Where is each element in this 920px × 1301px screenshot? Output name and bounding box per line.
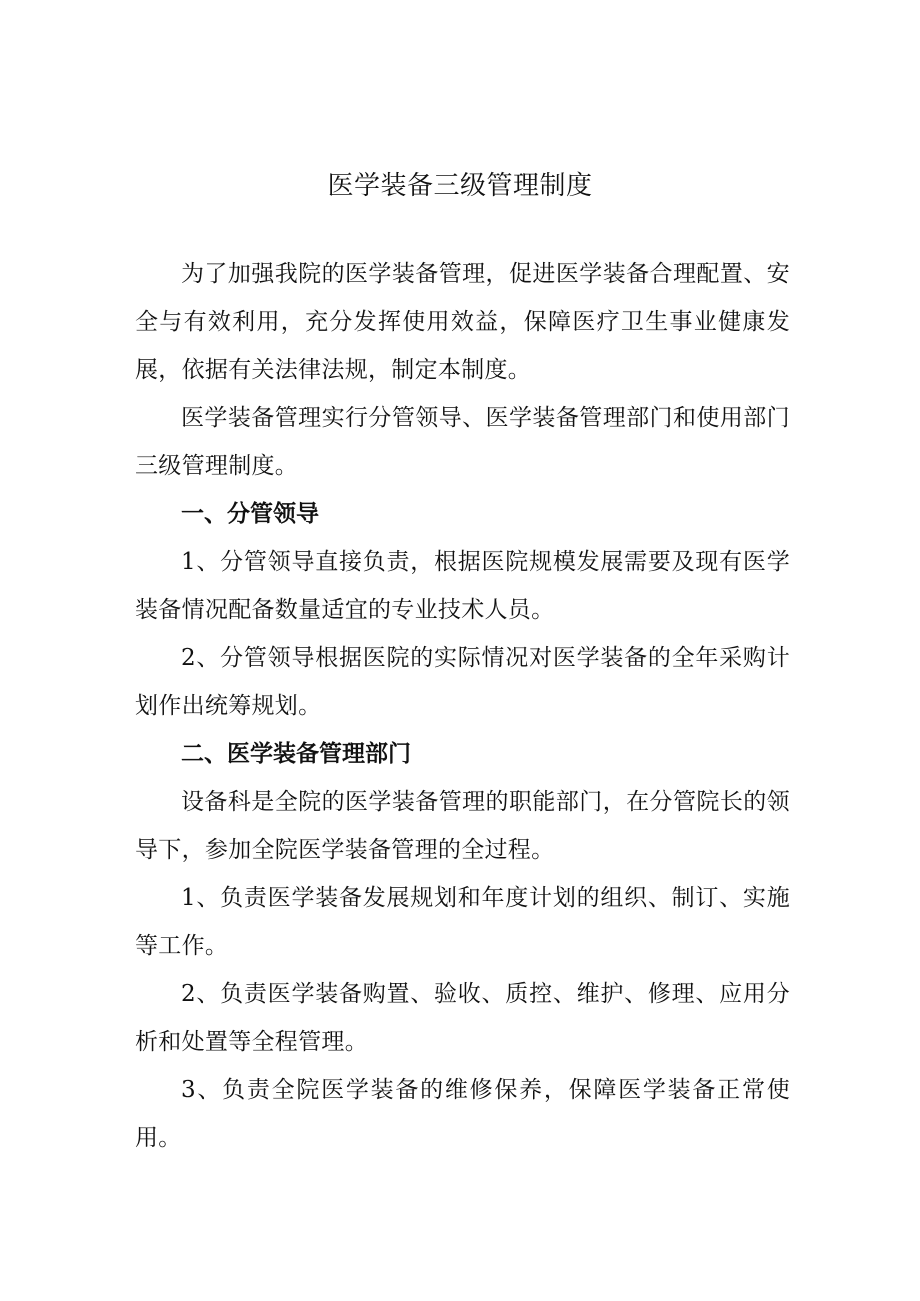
document-body <box>135 250 790 1162</box>
section2-item-2: 2、负责医学装备购置、验收、质控、维护、修理、应用分析和处置等全程管理。 <box>135 981 790 1055</box>
section2-item-1: 1、负责医学装备发展规划和年度计划的组织、制订、实施等工作。 <box>135 885 790 959</box>
section2-item-3: 3、负责全院医学装备的维修保养，保障医学装备正常使用。 <box>135 1077 790 1151</box>
intro-paragraph-1: 为了加强我院的医学装备管理，促进医学装备合理配置、安全与有效利用，充分发挥使用效益，保障医疗卫生事业健康发展，依据有关法律法规，制定本制度。 <box>135 261 790 383</box>
section-heading-equipment-department: 二、医学装备管理部门 <box>181 741 411 767</box>
intro-paragraph-2: 医学装备管理实行分管领导、医学装备管理部门和使用部门三级管理制度。 <box>135 405 790 479</box>
section1-item-2: 2、分管领导根据医院的实际情况对医学装备的全年采购计划作出统筹规划。 <box>135 645 790 719</box>
document-title: 医学装备三级管理制度 <box>327 171 593 201</box>
section-heading-leadership: 一、分管领导 <box>181 501 319 527</box>
section1-item-1: 1、分管领导直接负责，根据医院规模发展需要及现有医学装备情况配备数量适宜的专业技术人员。 <box>135 549 790 623</box>
section2-intro: 设备科是全院的医学装备管理的职能部门，在分管院长的领导下，参加全院医学装备管理的全过程。 <box>135 789 790 863</box>
